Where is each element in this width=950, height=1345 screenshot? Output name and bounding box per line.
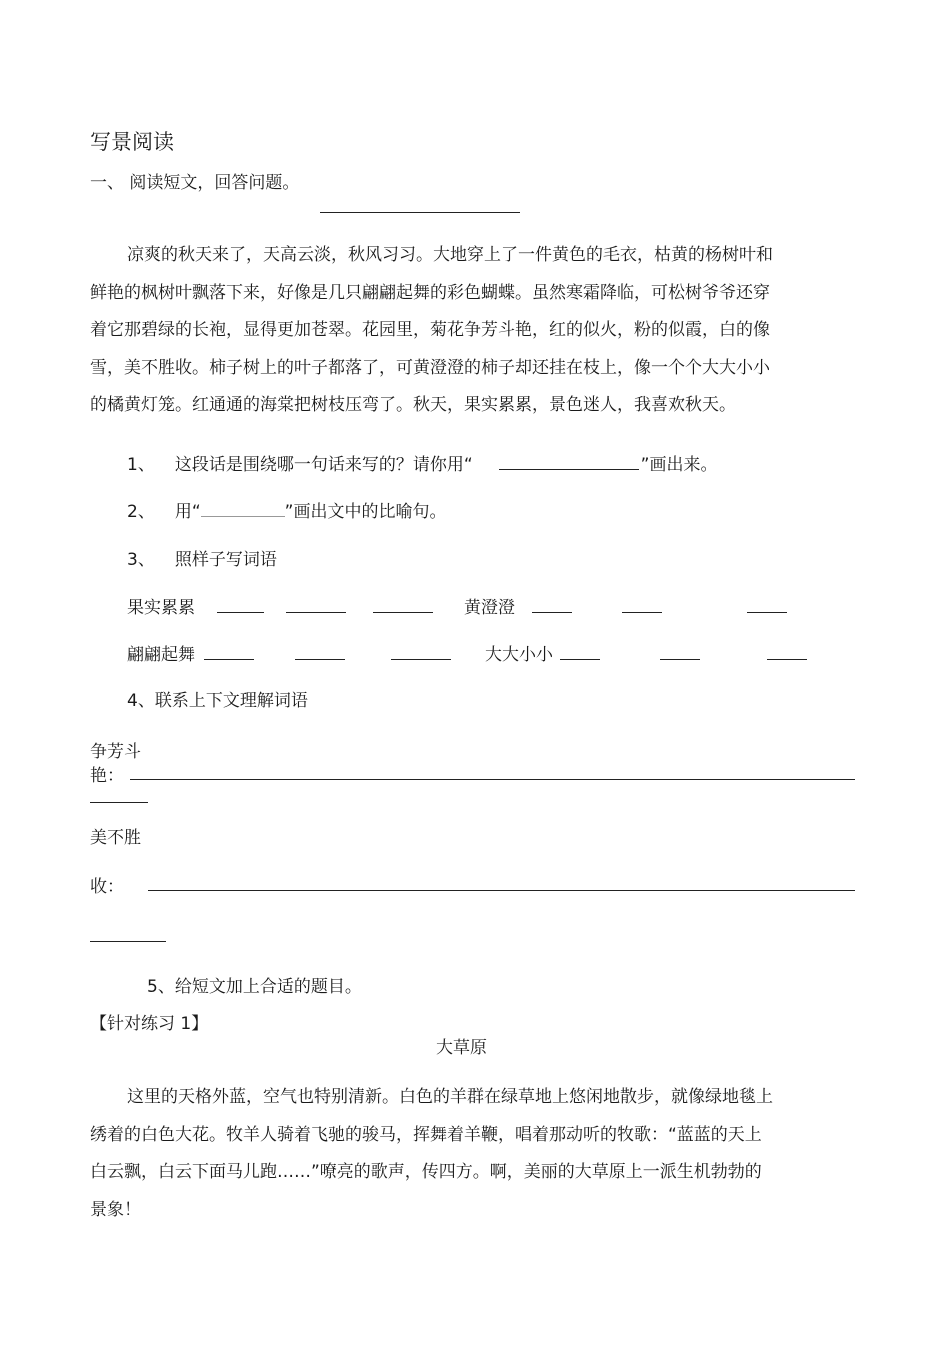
question-text: 照样子写词语 xyxy=(174,550,277,570)
passage-line: 这里的天格外蓝，空气也特别清新。白色的羊群在绿草地上悠闲地散步，就像绿地毯上 xyxy=(127,1087,773,1107)
question-number: 3、 xyxy=(127,550,155,570)
underline-sample xyxy=(499,453,639,470)
passage-line: 绣着的白色大花。牧羊人骑着飞驰的骏马，挥舞着羊鞭，唱着那动听的牧歌：“蓝蓝的天上 xyxy=(90,1124,762,1145)
answer-blank[interactable] xyxy=(532,612,572,613)
question-4: 4、联系上下文理解词语 xyxy=(127,691,308,711)
passage-line: 景象！ xyxy=(90,1199,141,1220)
question-2 xyxy=(127,497,446,522)
passage-grassland xyxy=(90,1079,820,1229)
answer-blank[interactable] xyxy=(391,659,451,660)
term-label: 收： xyxy=(90,877,124,897)
passage-title: 大草原 xyxy=(436,1038,487,1058)
passage-line: 雪，美不胜收。柿子树上的叶子都落了，可黄澄澄的柿子却还挂在枝上，像一个个大大小小 xyxy=(90,357,770,378)
answer-blank[interactable] xyxy=(767,659,807,660)
question-3 xyxy=(127,545,277,570)
passage-line: 鲜艳的枫树叶飘落下来，好像是几只翩翩起舞的彩色蝴蝶。虽然寒霜降临，可松树爷爷还穿 xyxy=(90,282,770,303)
question-1 xyxy=(127,450,717,475)
answer-blank[interactable] xyxy=(373,612,433,613)
dashed-underline-sample xyxy=(201,502,285,517)
example-word: 果实累累 xyxy=(127,598,195,618)
term-label: 争芳斗 xyxy=(90,742,141,762)
term-label: 美不胜 xyxy=(90,828,141,848)
answer-line[interactable] xyxy=(148,890,855,891)
answer-blank[interactable] xyxy=(295,659,345,660)
question-5: 5、给短文加上合适的题目。 xyxy=(147,977,362,997)
passage-line: 着它那碧绿的长袍，显得更加苍翠。花园里，菊花争芳斗艳，红的似火，粉的似霞，白的像 xyxy=(90,320,770,340)
section-heading: 一、 阅读短文，回答问题。 xyxy=(90,173,300,193)
passage-line: 凉爽的秋天来了，天高云淡，秋风习习。大地穿上了一件黄色的毛衣，枯黄的杨树叶和 xyxy=(127,245,773,265)
question-text: ”画出来。 xyxy=(640,455,718,475)
passage-line: 白云飘，白云下面马儿跑……”嘹亮的歌声，传四方。啊，美丽的大草原上一派生机勃勃的 xyxy=(90,1162,762,1182)
answer-blank[interactable] xyxy=(204,659,254,660)
example-word: 大大小小 xyxy=(485,645,553,665)
answer-blank[interactable] xyxy=(286,612,346,613)
answer-line[interactable] xyxy=(90,941,166,942)
term-label: 艳： xyxy=(90,766,124,786)
question-number: 2、 xyxy=(127,502,155,522)
question-text: ”画出文中的比喻句。 xyxy=(284,502,447,522)
answer-blank[interactable] xyxy=(560,659,600,660)
answer-line[interactable] xyxy=(90,802,148,803)
question-text: 用“ xyxy=(174,502,201,522)
passage-autumn xyxy=(90,237,820,425)
passage-title-blank[interactable] xyxy=(320,212,520,213)
example-word: 黄澄澄 xyxy=(464,598,515,618)
example-word: 翩翩起舞 xyxy=(127,645,195,665)
answer-blank[interactable] xyxy=(622,612,662,613)
answer-blank[interactable] xyxy=(747,612,787,613)
page-title: 写景阅读 xyxy=(90,130,174,154)
practice-label: 【针对练习 1】 xyxy=(90,1014,209,1034)
passage-line: 的橘黄灯笼。红通通的海棠把树枝压弯了。秋天，果实累累，景色迷人，我喜欢秋天。 xyxy=(90,395,736,415)
answer-blank[interactable] xyxy=(660,659,700,660)
question-text: 这段话是围绕哪一句话来写的？请你用“ xyxy=(174,455,473,475)
question-number: 1、 xyxy=(127,455,155,475)
answer-line[interactable] xyxy=(130,779,855,780)
answer-blank[interactable] xyxy=(217,612,264,613)
